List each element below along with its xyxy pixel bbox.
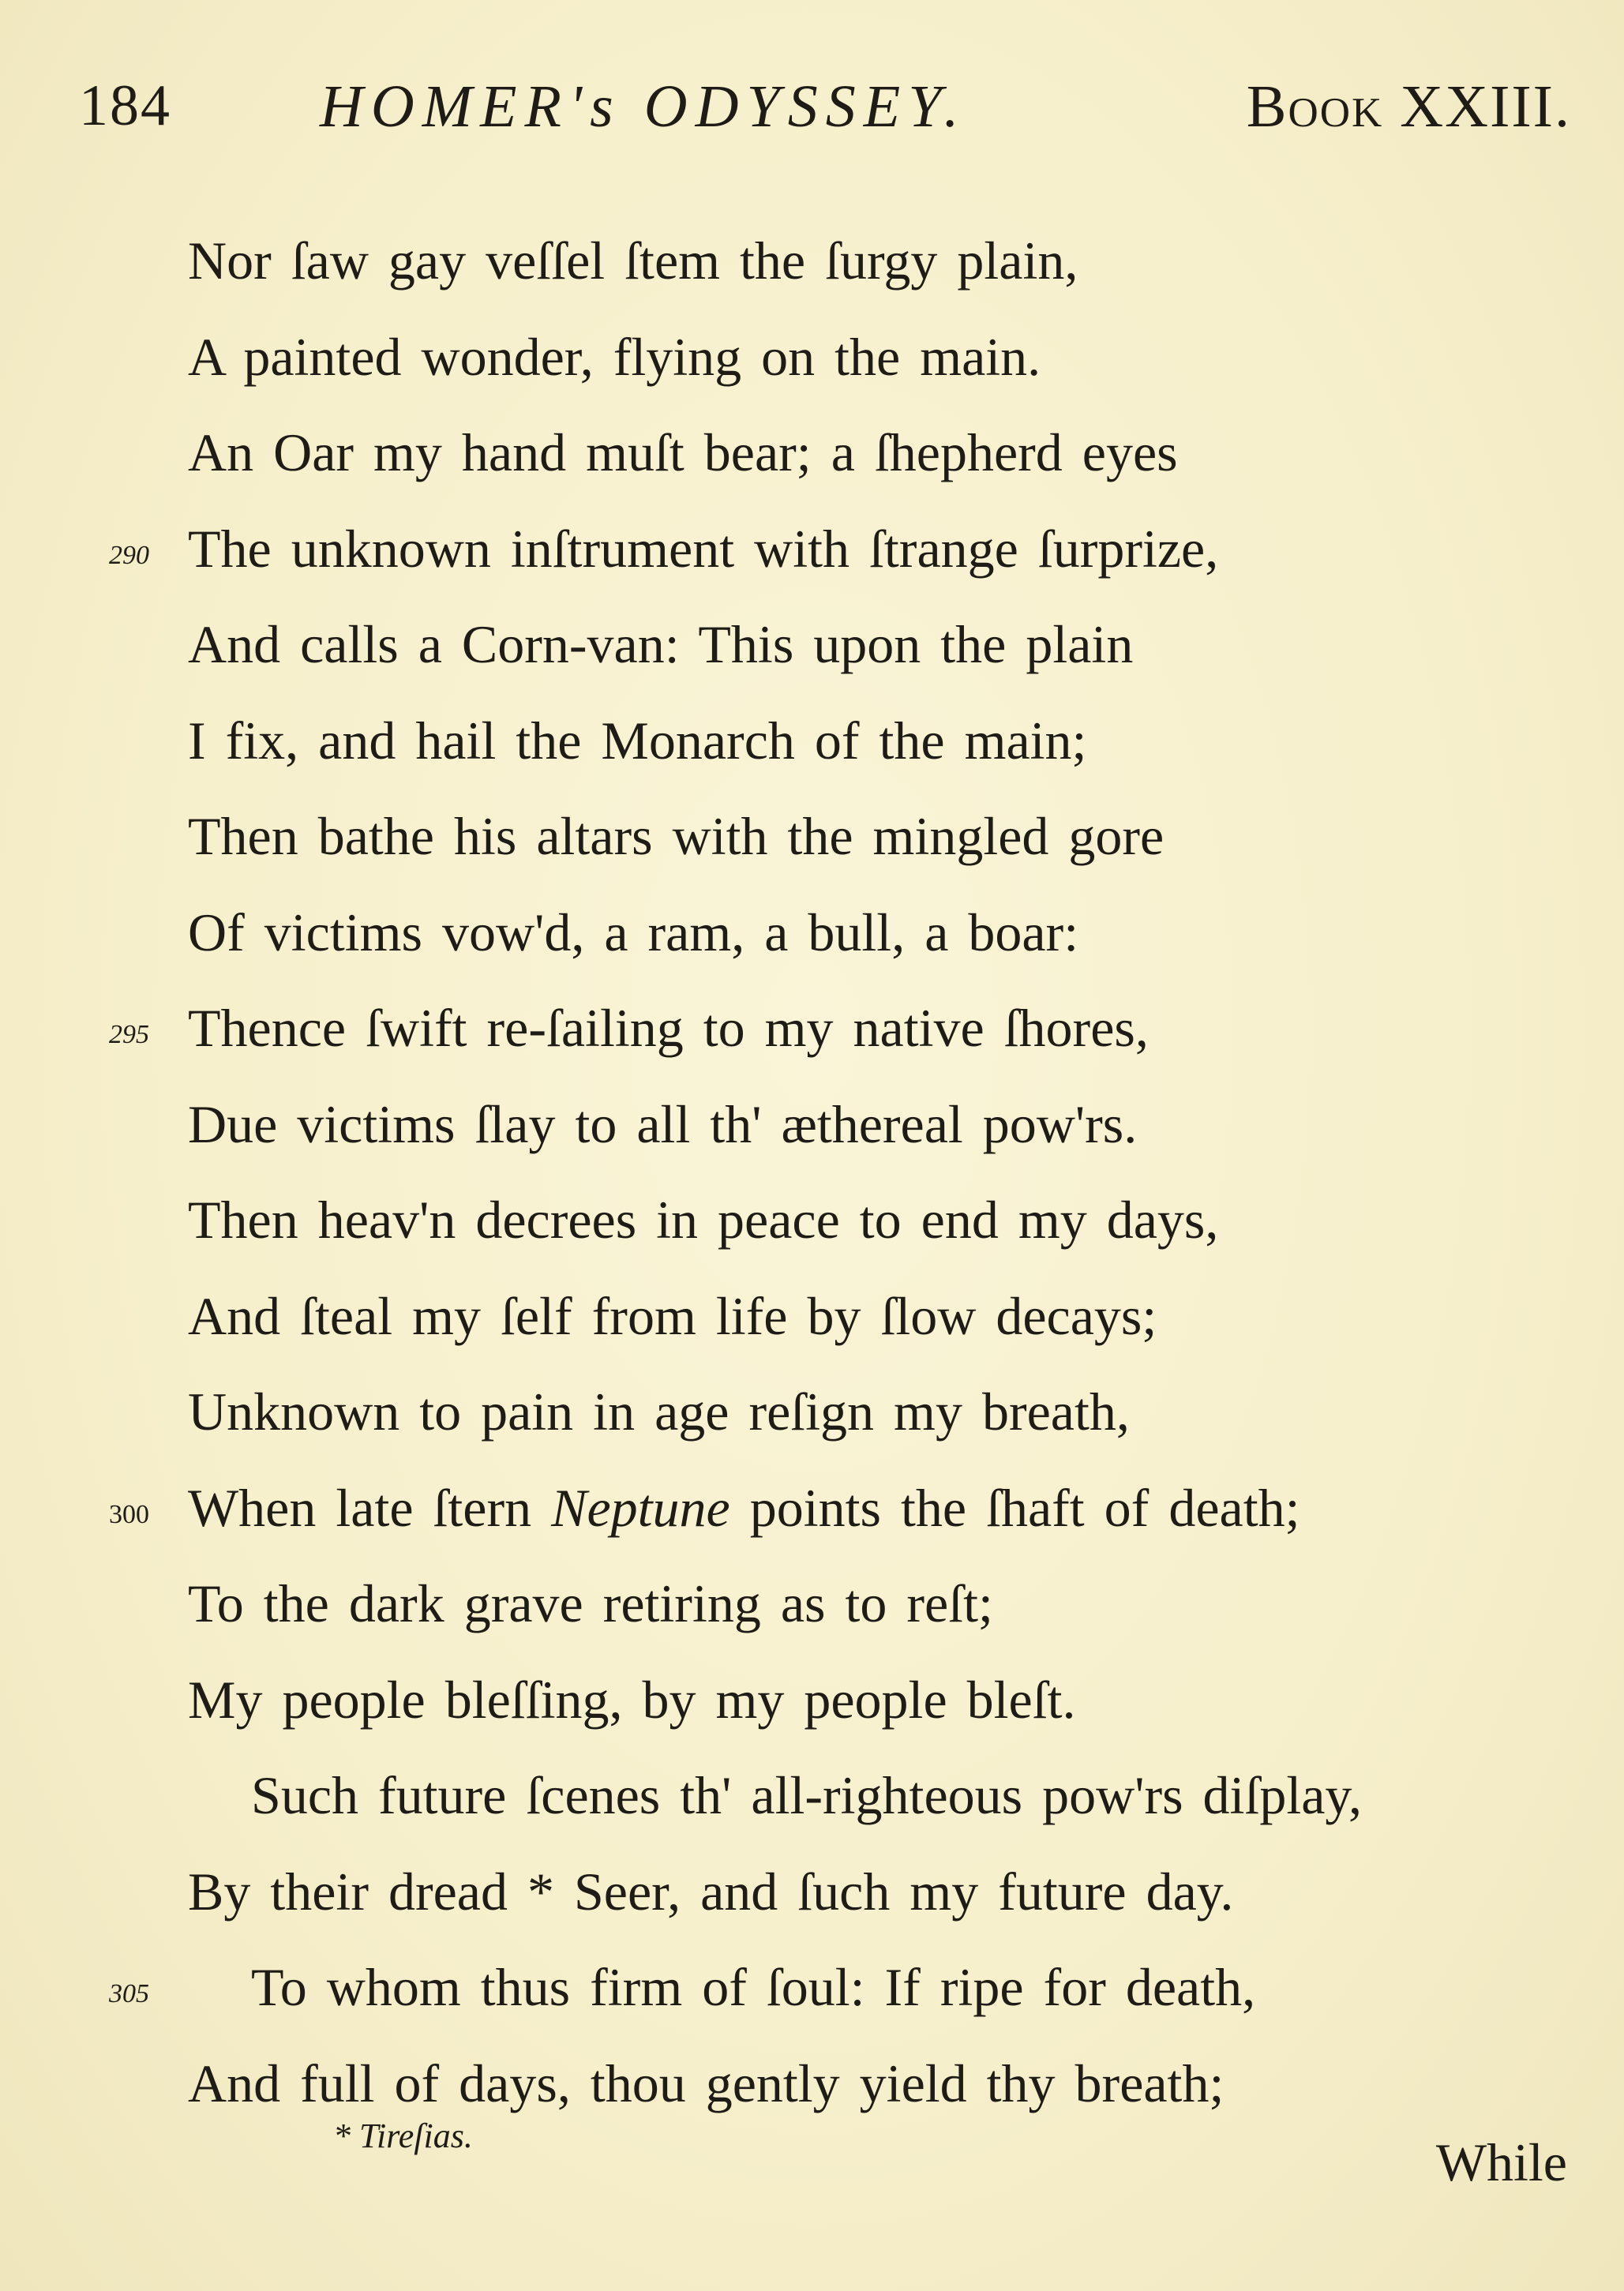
verse-line [0, 309, 1624, 406]
line-number: 290 [109, 540, 149, 570]
verse-line [0, 405, 1624, 501]
verse-line [0, 1077, 1624, 1173]
verse-line-text: And calls a Corn-van: This upon the plain [188, 614, 1134, 674]
verse-line [0, 1940, 1624, 2036]
verse-line-text: And full of days, thou gently yield thy breath; [188, 2053, 1225, 2113]
verse-line-text: My people bleſſing, by my people bleſt. [188, 1669, 1076, 1730]
line-number: 295 [109, 1020, 149, 1049]
verse-line-text: Then heav'n decrees in peace to end my days, [188, 1190, 1219, 1250]
verse-line-text: I fix, and hail the Monarch of the main; [188, 710, 1087, 771]
verse-line [0, 213, 1624, 309]
verse-block [0, 213, 1624, 2132]
book-label: Book XXIII. [1246, 73, 1571, 140]
verse-line [0, 1364, 1624, 1460]
verse-line [0, 501, 1624, 598]
verse-line [0, 1460, 1624, 1557]
verse-line [0, 1172, 1624, 1269]
running-header [79, 73, 1571, 159]
line-number: 305 [109, 1979, 149, 2008]
verse-line-text: By their dread * Seer, and ſuch my future day. [188, 1861, 1234, 1922]
verse-line-text: Due victims ſlay to all th' æthereal pow'rs. [188, 1093, 1138, 1154]
verse-line-text: Unknown to pain in age reſign my breath, [188, 1382, 1130, 1442]
page-number: 184 [79, 73, 171, 138]
verse-line-text: The unknown inſtrument with ſtrange ſurprize, [188, 518, 1219, 579]
italic-name: Neptune [551, 1477, 730, 1538]
verse-line [0, 981, 1624, 1077]
running-title: HOMER's ODYSSEY. [320, 73, 967, 140]
verse-line-text: Thence ſwift re-ſailing to my native ſhores, [188, 998, 1149, 1058]
verse-line [0, 789, 1624, 885]
verse-line [0, 1652, 1624, 1749]
verse-line-text: Nor ſaw gay veſſel ſtem the ſurgy plain, [188, 231, 1078, 291]
verse-line-text: When late ſtern Neptune points the ſhaft of death; [188, 1477, 1300, 1538]
verse-line [0, 1748, 1624, 1844]
verse-line [0, 2036, 1624, 2132]
line-number: 300 [109, 1499, 149, 1529]
verse-line-text: To the dark grave retiring as to reſt; [188, 1573, 993, 1633]
verse-line-text: Then bathe his altars with the mingled gore [188, 806, 1165, 866]
verse-line-text: A painted wonder, flying on the main. [188, 326, 1041, 387]
verse-line-text: Of victims vow'd, a ram, a bull, a boar: [188, 902, 1079, 962]
verse-line [0, 693, 1624, 789]
verse-line [0, 1269, 1624, 1365]
catchword: While [1435, 2132, 1567, 2192]
verse-line [0, 1844, 1624, 1940]
verse-line [0, 597, 1624, 693]
footnote: * Tireſias. [333, 2117, 473, 2155]
verse-line-text: An Oar my hand muſt bear; a ſhepherd eyes [188, 422, 1178, 482]
verse-line [0, 1556, 1624, 1652]
verse-line-text: To whom thus firm of ſoul: If ripe for death, [251, 1957, 1256, 2017]
verse-line-text: And ſteal my ſelf from life by ſlow decays; [188, 1285, 1157, 1346]
verse-line-text: Such future ſcenes th' all-righteous pow'rs diſplay, [251, 1765, 1363, 1825]
verse-line [0, 885, 1624, 981]
